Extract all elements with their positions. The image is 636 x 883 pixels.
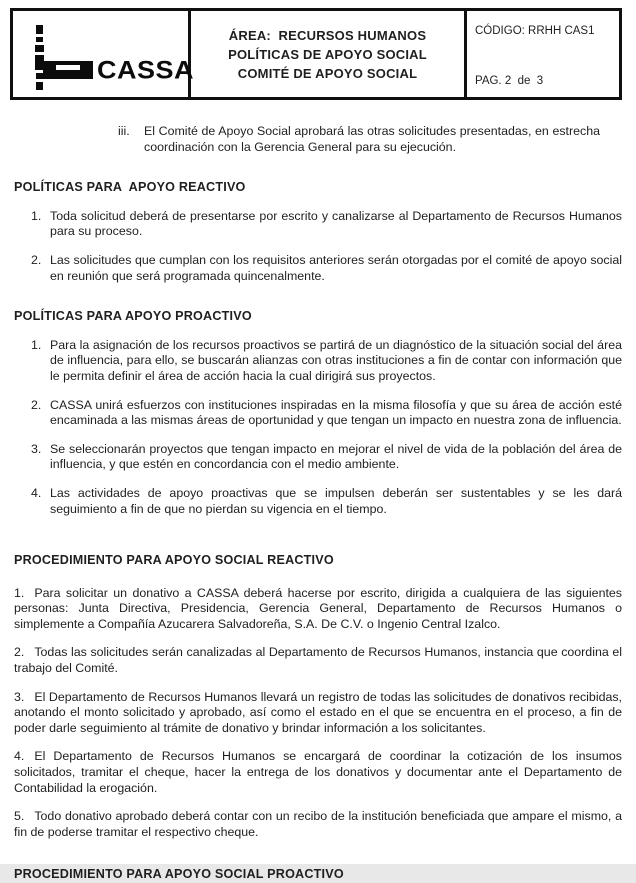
heading-politicas-reactivo: POLÍTICAS PARA APOYO REACTIVO [14,180,246,195]
list-item [14,809,622,840]
list-item-text: Para solicitar un donativo a CASSA deberá hacerse por escrito, dirigida a cualquiera de las siguientes personas: Junta Directiva, Presidencia, Gerencia General, Departamento de Recursos Humanos o simplemente a Compañía Azucarera Salvadoreña, S.A. De C.V. o Ingenio Central Izalco. [14,585,622,631]
title-line-area: ÁREA: RECURSOS HUMANOS [228,27,427,43]
list-marker: 5. [14,809,25,824]
logo-cell [13,11,195,97]
title-line-committee: COMITÉ DE APOYO SOCIAL [237,65,418,81]
cassa-logo [35,31,195,87]
list-marker: 1. [31,337,42,352]
logo-dashed-bar-icon [35,25,44,90]
list-item [14,690,622,737]
list-marker: 2. [14,645,25,660]
list-item-text: Todo donativo aprobado deberá contar con un recibo de la institución beneficiada que ampare el mismo, a fin de poderse tramitar el respectivo cheque. [14,809,622,839]
heading-politicas-proactivo: POLÍTICAS PARA APOYO PROACTIVO [14,309,252,324]
document-code: CÓDIGO: RRHH CAS1 [475,25,595,37]
logo-wordmark: CASSA [97,56,195,84]
document-body [14,103,622,883]
heading-procedimiento-reactivo: PROCEDIMIENTO PARA APOYO SOCIAL REACTIVO [14,553,334,568]
list-marker: 4. [14,749,25,764]
list-item [31,209,622,240]
document-code-cell [467,11,619,97]
list-marker: 1. [14,585,25,600]
list-marker: 2. [31,252,42,267]
list-item-text: Las actividades de apoyo proactivas que se impulsen deberán ser sustentables y se les dará seguimiento a fin de que no pierdan su vigencia en el tiempo. [50,485,622,516]
list-item [14,749,622,796]
list-item-text: CASSA unirá esfuerzos con instituciones inspiradas en la misma filosofía y que su área de acción esté encaminada a las mismas áreas de oportunidad y que tengan un impacto en nuestra zona de influencia. [50,397,622,428]
list-item [14,586,622,633]
document-title-cell [191,11,467,97]
list-item-text: El Comité de Apoyo Social aprobará las otras solicitudes presentadas, en estrecha coordinación con la Gerencia General para su ejecución. [144,124,600,154]
list-item-text: Todas las solicitudes serán canalizadas al Departamento de Recursos Humanos, instancia que coordina el trabajo del Comité. [14,645,622,676]
title-line-policy: POLÍTICAS DE APOYO SOCIAL [228,46,427,62]
logo-horizontal-bar-icon [43,61,93,79]
list-marker: 3. [14,689,25,704]
list-item-text: Para la asignación de los recursos proactivos se partirá de un diagnóstico de la situación social del área de influencia, para ello, se buscarán alianzas con otras instituciones a fin de contar con información que le permita definir el área de acción hacia la cual dirigirá sus proyectos. [50,337,622,383]
list-marker: 1. [31,208,42,223]
list-item [31,338,622,385]
list-item [31,398,622,429]
list-item-text: El Departamento de Recursos Humanos se encargará de coordinar la cotización de los insumos solicitados, tramitar el cheque, hacer la entrega de los donativos y documentar ante el Departamento de Contabilidad la erogación. [14,749,622,795]
list-item [14,645,622,676]
list-item-text: Se seleccionarán proyectos que tengan impacto en mejorar el nivel de vida de la población del área de influencia, y que estén en concordancia con el medio ambiente. [50,441,622,472]
page-number: PAG. 2 de 3 [475,75,544,87]
list-item [31,442,622,473]
list-item-text: Las solicitudes que cumplan con los requisitos anteriores serán otorgadas por el comité de apoyo social en reunión que será programada quincenalmente. [50,252,622,283]
list-item [31,253,622,284]
list-item-text: El Departamento de Recursos Humanos llevará un registro de todas las solicitudes de donativos recibidas, anotando el monto solicitado y aprobado, así como el estado en el que se encuentra en el proceso, a fin de poder darle seguimiento al trámite de donativo y brindar información a los solicitantes. [14,689,622,735]
list-item-text: Toda solicitud deberá de presentarse por escrito y canalizarse al Departamento de Recursos Humanos para su proceso. [50,208,622,239]
heading-procedimiento-proactivo: PROCEDIMIENTO PARA APOYO SOCIAL PROACTIVO [14,867,344,882]
list-marker: 2. [31,397,42,412]
document-header-table [10,8,622,100]
list-marker: 3. [31,441,42,456]
list-item [31,486,622,517]
list-marker: iii. [118,124,130,138]
list-marker: 4. [31,485,42,500]
list-item-iii [118,124,600,155]
